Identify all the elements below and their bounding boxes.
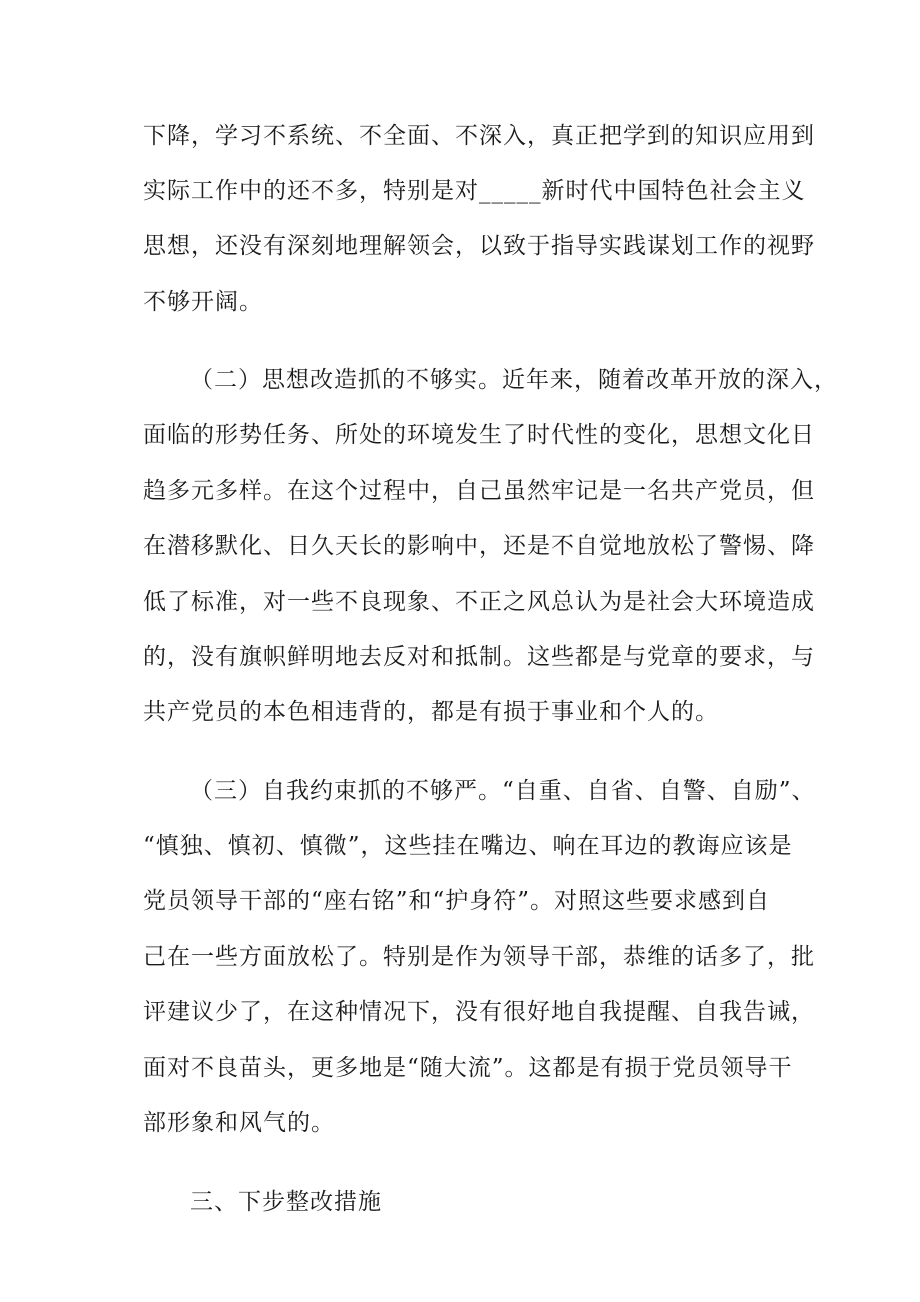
paragraph-2-line: 的，没有旗帜鲜明地去反对和抵制。这些都是与党章的要求，与: [143, 644, 815, 670]
paragraph-2-line: 面临的形势任务、所处的环境发生了时代性的变化，思想文化日: [143, 422, 815, 448]
section-heading: 三、下步整改措施: [190, 1189, 382, 1215]
paragraph-2-line: 共产党员的本色相违背的，都是有损于事业和个人的。: [143, 699, 719, 725]
paragraph-2-line: 低了标准，对一些不良现象、不正之风总认为是社会大环境造成: [143, 589, 815, 615]
paragraph-3-line: 面对不良苗头，更多地是“随大流”。这都是有损于党员领导干: [143, 1055, 793, 1081]
paragraph-2-line: 趋多元多样。在这个过程中，自己虽然牢记是一名共产党员，但: [143, 478, 815, 504]
paragraph-3-line: 评建议少了，在这种情况下，没有很好地自我提醒、自我告诫，: [143, 999, 815, 1025]
paragraph-1-line: 思想，还没有深刻地理解领会，以致于指导实践谋划工作的视野: [143, 233, 815, 259]
paragraph-3-line: “慎独、慎初、慎微”，这些挂在嘴边、响在耳边的教诲应该是: [143, 833, 793, 859]
paragraph-3-line: （三）自我约束抓的不够严。“自重、自省、自警、自励”、: [190, 778, 816, 804]
paragraph-3-line: 部形象和风气的。: [143, 1110, 335, 1136]
paragraph-3-line: 己在一些方面放松了。特别是作为领导干部，恭维的话多了，批: [143, 944, 815, 970]
paragraph-2-line: 在潜移默化、日久天长的影响中，还是不自觉地放松了警惕、降: [143, 533, 815, 559]
paragraph-1-line: 不够开阔。: [143, 289, 263, 315]
paragraph-2-line: （二）思想改造抓的不够实。近年来，随着改革开放的深入，: [190, 367, 838, 393]
paragraph-3-line: 党员领导干部的“座右铭”和“护身符”。对照这些要求感到自: [143, 888, 771, 914]
paragraph-1-line: 下降，学习不系统、不全面、不深入，真正把学到的知识应用到: [143, 123, 815, 149]
paragraph-1-line: 实际工作中的还不多，特别是对_____新时代中国特色社会主义: [143, 178, 806, 204]
